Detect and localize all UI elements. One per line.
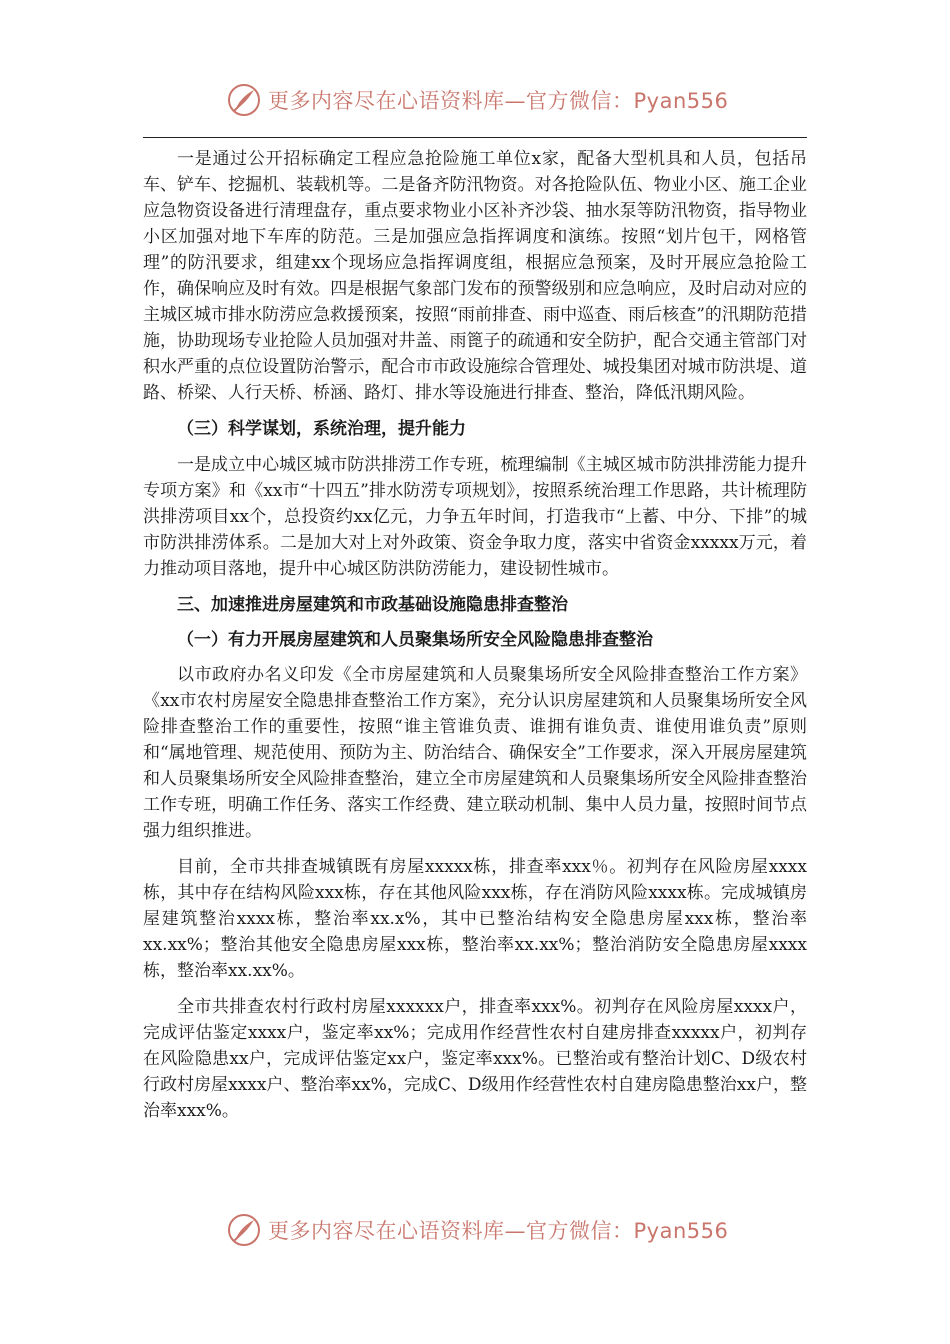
- watermark-text: 更多内容尽在心语资料库—官方微信：Pyan556: [268, 89, 729, 113]
- section-heading-building-safety: （一）有力开展房屋建筑和人员聚集场所安全风险隐患排查整治: [177, 630, 653, 650]
- watermark-header: [226, 82, 728, 118]
- watermark-text: 更多内容尽在心语资料库—官方微信：Pyan556: [268, 1219, 729, 1243]
- chapter-heading-hazard-rectification: 三、加速推进房屋建筑和市政基础设施隐患排查整治: [177, 595, 568, 615]
- watermark-footer: [226, 1212, 728, 1248]
- paragraph-rural-housing-stats: 全市共排查农村行政村房屋xxxxxx户，排查率xxx%。初判存在风险房屋xxxx户，完成评估鉴定xxxx户，鉴定率xx%；完成用作经营性农村自建房排查xxxxx户，初判存在风险隐患xx户，完成评估鉴定xx户，鉴定率xxx%。已整治或有整治计划C、D级农村行政村房屋xxxx户、整治率xx%，完成C、D级用作经营性农村自建房隐患整治xx户，整治率xxx%。: [143, 997, 807, 1121]
- header-rule: [143, 137, 807, 138]
- document-body: [143, 146, 807, 1124]
- paragraph-emergency-measures: 一是通过公开招标确定工程应急抢险施工单位x家，配备大型机具和人员，包括吊车、铲车、挖掘机、装载机等。二是备齐防汛物资。对各抢险队伍、物业小区、施工企业应急物资设备进行清理盘存，重点要求物业小区补齐沙袋、抽水泵等防汛物资，指导物业小区加强对地下车库的防范。三是加强应急指挥调度和演练。按照“划片包干，网格管理”的防汛要求，组建xx个现场应急指挥调度组，根据应急预案，及时开展应急抢险工作，确保响应及时有效。四是根据气象部门发布的预警级别和应急响应，及时启动对应的主城区城市排水防涝应急救援预案，按照“雨前排查、雨中巡查、雨后核查”的汛期防范措施，协助现场专业抢险人员加强对井盖、雨篦子的疏通和安全防护，配合交通主管部门对积水严重的点位设置防治警示，配合市市政设施综合管理处、城投集团对城市防洪堤、道路、桥梁、人行天桥、桥涵、路灯、排水等设施进行排查、整治，降低汛期风险。: [143, 149, 807, 403]
- section-heading-scientific-planning: （三）科学谋划，系统治理，提升能力: [177, 419, 466, 439]
- paragraph-work-plan: 以市政府办名义印发《全市房屋建筑和人员聚集场所安全风险排查整治工作方案》《xx市农村房屋安全隐患排查整治工作方案》，充分认识房屋建筑和人员聚集场所安全风险排查整治工作的重要性，按照“谁主管谁负责、谁拥有谁负责、谁使用谁负责”原则和“属地管理、规范使用、预防为主、防治结合、确保安全”工作要求，深入开展房屋建筑和人员聚集场所安全风险排查整治，建立全市房屋建筑和人员聚集场所安全风险排查整治工作专班，明确工作任务、落实工作经费、建立联动机制、集中人员力量，按照时间节点强力组织推进。: [143, 665, 807, 841]
- quill-logo-icon: [226, 1212, 262, 1248]
- quill-logo-icon: [226, 82, 262, 118]
- paragraph-urban-housing-stats: 目前，全市共排查城镇既有房屋xxxxx栋，排查率xxx％。初判存在风险房屋xxxx栋，其中存在结构风险xxx栋，存在其他风险xxx栋，存在消防风险xxxx栋。完成城镇房屋建筑整治xxxx栋，整治率xx.x%，其中已整治结构安全隐患房屋xxx栋，整治率xx.xx%；整治其他安全隐患房屋xxx栋，整治率xx.xx%；整治消防安全隐患房屋xxxx栋，整治率xx.xx%。: [143, 857, 807, 981]
- paragraph-flood-control-system: 一是成立中心城区城市防洪排涝工作专班，梳理编制《主城区城市防洪排涝能力提升专项方案》和《xx市“十四五”排水防涝专项规划》，按照系统治理工作思路，共计梳理防洪排涝项目xx个，总投资约xx亿元，力争五年时间，打造我市“上蓄、中分、下排”的城市防洪排涝体系。二是加大对上对外政策、资金争取力度，落实中省资金xxxxx万元，着力推动项目落地，提升中心城区防洪防涝能力，建设韧性城市。: [143, 455, 807, 579]
